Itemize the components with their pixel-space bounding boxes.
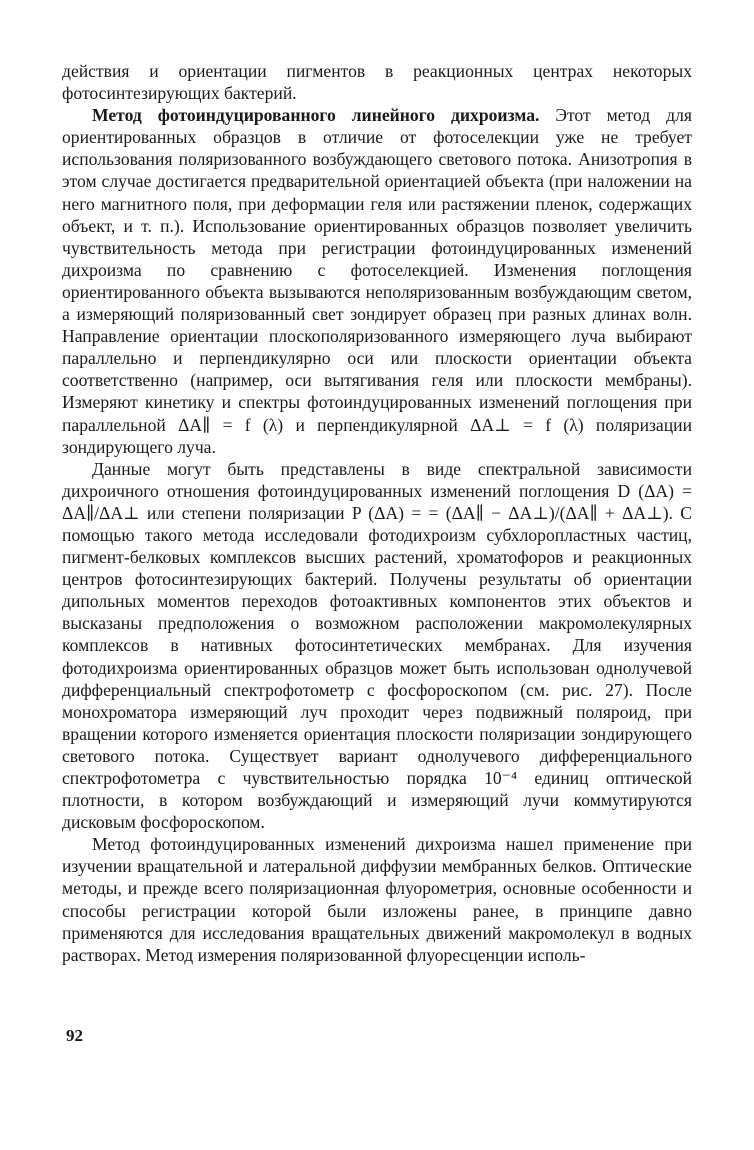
- paragraph-diffusion: Метод фотоиндуцированных изменений дихроизма нашел применение при изучении вращательной и латеральной диффузии мембранных белков. Оптические методы, и прежде всего поляризационная флуорометрия, основные особенности и способы регистрации которой были изложены ранее, в принципе давно применяются для исследования вращательных движений макромолекул в водных растворах. Метод измерения поляризованной флуоресценции исполь-: [62, 834, 692, 965]
- paragraph-data-representation: Данные могут быть представлены в виде спектральной зависимости дихроичного отношения фотоиндуцированных изменений поглощения D (ΔA) = ΔA∥/ΔA⊥ или степени поляризации P (ΔA) = = (ΔA∥ − ΔA⊥)/(ΔA∥ + ΔA⊥). С помощью такого метода исследовали фотодихроизм субхлоропластных частиц, пигмент-белковых комплексов высших растений, хроматофоров и реакционных центров фотосинтезирующих бактерий. Получены результаты об ориентации дипольных моментов переходов фотоактивных компонентов этих объектов и высказаны предположения о возможном расположении макромолекулярных комплексов в нативных фотосинтетических мембранах. Для изучения фотодихроизма ориентированных образцов может быть использован однолучевой дифференциальный спектрофотометр с фосфороскопом (см. рис. 27). После монохроматора измеряющий луч проходит через подвижный поляроид, при вращении которого изменяется ориентация плоскости поляризации зондирующего светового потока. Существует вариант однолучевого дифференциального спектрофотометра с чувствительностью порядка 10⁻⁴ единиц оптической плотности, в котором возбуждающий и измеряющий лучи коммутируются дисковым фосфороскопом.: [62, 458, 692, 833]
- paragraph-text: Этот метод для ориентированных образцов в отличие от фотоселекции уже не требует использования поляризованного возбуждающего светового потока. Анизотропия в этом случае достигается предварительной ориентацией объекта (при наложении на него магнитного поля, при деформации геля или растяжении пленок, содержащих объект, и т. п.). Использование ориентированных образцов позволяет увеличить чувствительность метода при регистрации фотоиндуцированных изменений дихроизма по сравнению с фотоселекцией. Изменения поглощения ориентированного объекта вызываются неполяризованным возбуждающим светом, а измеряющий поляризованный свет зондирует образец при разных длинах волн. Направление ориентации плоскополяризованного измеряющего луча выбирают параллельно и перпендикулярно оси или плоскости ориентации объекта соответственно (например, оси вытягивания геля или плоскости мембраны). Измеряют кинетику и спектры фотоиндуцированных изменений поглощения при параллельной ΔA∥ = f (λ) и перпендикулярной ΔA⊥ = f (λ) поляризации зондирующего луча.: [62, 105, 692, 457]
- page-body: [62, 60, 692, 966]
- page-number: 92: [66, 1026, 83, 1045]
- section-heading: Метод фотоиндуцированного линейного дихроизма.: [92, 105, 540, 126]
- paragraph-continuation: действия и ориентации пигментов в реакционных центрах некоторых фотосинтезирующих бактерий.: [62, 61, 692, 104]
- paragraph-linear-dichroism: [62, 104, 692, 458]
